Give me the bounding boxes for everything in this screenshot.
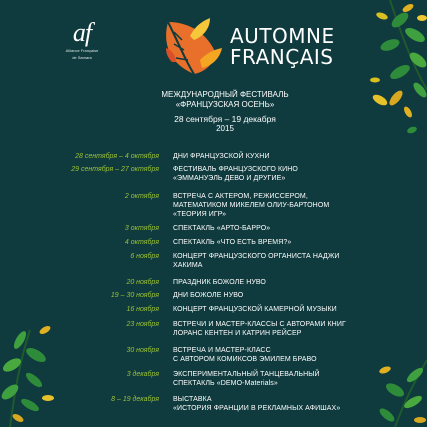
event-title-line: «ТЕОРИЯ ИГР» (173, 211, 227, 218)
event-date: 16 ноября (126, 306, 159, 313)
festival-dates-line1: 28 сентября – 19 декабря (174, 114, 276, 124)
event-date: 29 сентября – 27 октября (71, 166, 159, 173)
schedule-row (0, 252, 427, 269)
event-title-line: «ЭММАНУЭЛЬ ДЕВО И ДРУГИЕ» (173, 175, 286, 182)
event-title (173, 224, 403, 233)
event-title-line: «ИСТОРИЯ ФРАНЦИИ В РЕКЛАМНЫХ АФИШАХ» (173, 405, 341, 412)
event-title (173, 346, 403, 364)
event-title (173, 252, 403, 270)
event-date: 4 октября (124, 239, 159, 246)
event-title-line: СПЕКТАКЛЬ «DEMO-Materials» (173, 380, 278, 387)
event-title (173, 320, 403, 338)
event-date: 3 октября (124, 225, 159, 232)
event-title (173, 291, 403, 300)
event-title-line: КОНЦЕРТ ФРАНЦУЗСКОГО ОРГАНИСТА НАДЖИ (173, 253, 340, 260)
schedule-row (0, 370, 427, 387)
event-title-line: ДНИ БОЖОЛЕ НУВО (173, 292, 244, 299)
festival-title-line1: МЕЖДУНАРОДНЫЙ ФЕСТИВАЛЬ (161, 90, 289, 99)
schedule-row (0, 291, 427, 302)
brand-title-line2: FRANÇAIS (230, 45, 334, 69)
event-date: 2 октября (124, 193, 159, 200)
event-title-line: ВСТРЕЧА С АКТЕРОМ, РЕЖИССЕРОМ, (173, 193, 308, 200)
event-title (173, 165, 403, 183)
event-title (173, 238, 403, 247)
alliance-francaise-logo (52, 20, 112, 60)
af-logo-mark: af (72, 18, 92, 47)
festival-title-line2: «ФРАНЦУЗСКАЯ ОСЕНЬ» (175, 100, 275, 109)
event-title (173, 305, 403, 314)
event-title-line: ДНИ ФРАНЦУЗСКОЙ КУХНИ (173, 153, 270, 160)
schedule-row (0, 224, 427, 235)
schedule-row (0, 152, 427, 163)
event-title-line: ВСТРЕЧИ И МАСТЕР-КЛАССЫ С АВТОРАМИ КНИГ (173, 321, 346, 328)
event-title-line: ЛОРАНС КЕНТЕН И КАТРИН РЕЙСЕР (173, 330, 302, 337)
event-date: 8 – 19 декабря (111, 396, 159, 403)
af-logo-name-line2: de Samara (72, 55, 92, 60)
event-title-line: ЭКСПЕРИМЕНТАЛЬНЫЙ ТАНЦЕВАЛЬНЫЙ (173, 371, 320, 378)
schedule-row (0, 278, 427, 289)
event-date: 20 ноября (126, 279, 159, 286)
event-title (173, 152, 403, 161)
foliage-top-right-decoration (330, 0, 427, 160)
event-title-line: С АВТОРОМ КОМИКСОВ ЭМИЛЕМ БРАВО (173, 356, 317, 363)
event-date: 19 – 30 ноября (110, 292, 159, 299)
event-title-line: СПЕКТАКЛЬ «ЧТО ЕСТЬ ВРЕМЯ?» (173, 239, 292, 246)
schedule-row (0, 346, 427, 363)
event-title-line: ВЫСТАВКА (173, 396, 212, 403)
festival-dates-line2: 2015 (216, 124, 234, 133)
event-date: 3 декабря (126, 371, 159, 378)
festival-heading (150, 90, 300, 134)
brand-title-line1: AUTOMNE (230, 24, 335, 48)
automne-francais-brand (160, 14, 340, 74)
event-title (173, 370, 403, 388)
event-title-line: МАТЕМАТИКОМ МИКЕЛЕМ ОЛИУ-БАРТОНОМ (173, 202, 330, 209)
event-title-line: ФЕСТИВАЛЬ ФРАНЦУЗСКОГО КИНО (173, 166, 298, 173)
event-title (173, 192, 403, 219)
schedule-row (0, 192, 427, 218)
event-date: 28 сентября – 4 октября (75, 153, 159, 160)
schedule-row (0, 165, 427, 182)
event-title (173, 278, 403, 287)
event-title-line: ПРАЗДНИК БОЖОЛЕ НУВО (173, 279, 266, 286)
event-title-line: ВСТРЕЧА И МАСТЕР-КЛАСС (173, 347, 271, 354)
schedule-row (0, 305, 427, 316)
af-logo-name-line1: Alliance Française (65, 48, 99, 53)
schedule-row (0, 238, 427, 249)
event-date: 23 ноября (126, 321, 159, 328)
event-title-line: КОНЦЕРТ ФРАНЦУЗСКОЙ КАМЕРНОЙ МУЗЫКИ (173, 306, 337, 313)
event-date: 30 ноября (126, 347, 159, 354)
event-title-line: ХАКИМА (173, 262, 203, 269)
schedule-row (0, 395, 427, 412)
schedule-row (0, 320, 427, 337)
event-date: 6 ноября (130, 253, 159, 260)
event-title (173, 395, 403, 413)
autumn-leaf-icon (160, 14, 228, 76)
event-title-line: СПЕКТАКЛЬ «АРТО-БАРРО» (173, 225, 271, 232)
